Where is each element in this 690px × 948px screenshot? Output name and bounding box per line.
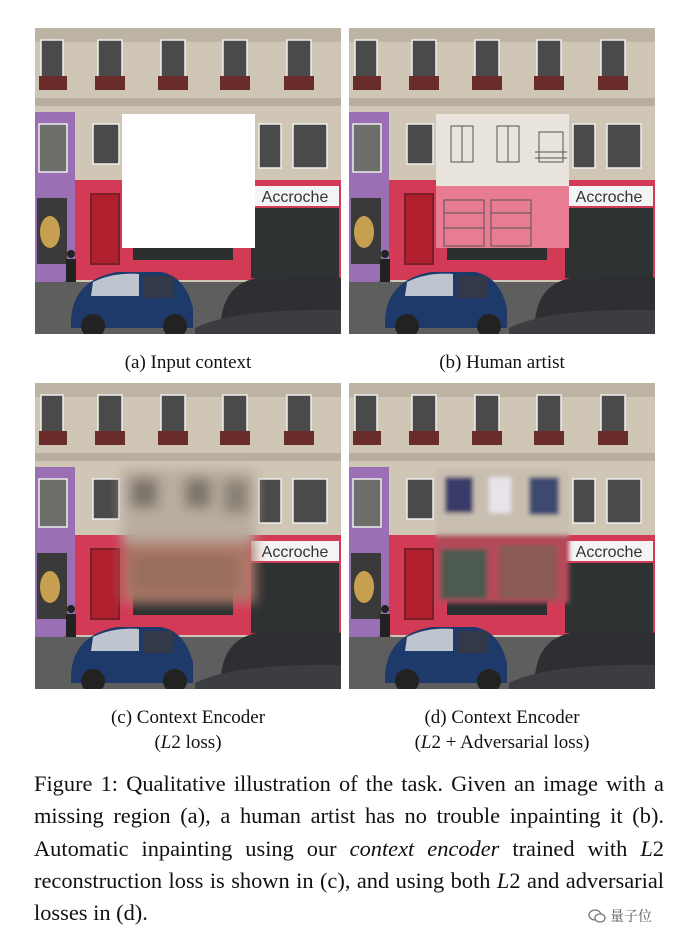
- street-photo-c: [35, 383, 341, 689]
- caption-text-2: trained with: [512, 835, 628, 861]
- watermark-text: 量子位: [610, 909, 652, 925]
- watermark: [588, 906, 652, 926]
- panel-a-input-context: [35, 28, 341, 334]
- figure-label: Figure 1:: [34, 771, 119, 796]
- panel-c-l2-loss: [35, 383, 341, 689]
- caption-a: (a) Input context: [124, 352, 252, 373]
- caption-d-line2: (L2 + Adversarial loss): [414, 732, 590, 753]
- caption-text-3: reconstruction loss is shown in (c), and using both: [34, 867, 491, 893]
- figure-caption: Figure 1: Qualitative illustration of the task. Given an image with a missing region (a), a human artist has no trouble inpainting it (b). Automatic inpainting using our context encoder trained with L2 reconstruction loss is shown in (c), and using both L2 and adversarial losses in (d).: [34, 771, 664, 926]
- caption-c-line2: (L2 loss): [154, 732, 222, 753]
- caption-text-4: and adversarial losses in (d).: [34, 867, 664, 926]
- street-photo-a: [35, 28, 341, 334]
- street-photo-b: [349, 28, 655, 334]
- panel-b-human-artist: [349, 28, 655, 334]
- caption-math-l2-b: L: [496, 867, 510, 893]
- caption-c-line1: (c) Context Encoder: [110, 707, 266, 728]
- caption-b: (b) Human artist: [439, 352, 565, 373]
- missing-region-mask: [122, 114, 255, 248]
- caption-c: [23, 705, 353, 755]
- adversarial-inpainting: [436, 469, 569, 603]
- caption-d: [337, 705, 667, 755]
- wechat-icon: [588, 909, 606, 923]
- panel-d-adversarial: [349, 383, 655, 689]
- caption-d-line1: (d) Context Encoder: [424, 707, 580, 728]
- caption-text-1: Qualitative illustration of the task. Given an image with a missing region (a), a human artist has no trouble inpainting it (b). Automatic inpainting using our: [34, 771, 664, 861]
- caption-math-l2-a: L: [640, 835, 653, 861]
- l2-blurry-inpainting: [122, 469, 255, 603]
- caption-emphasis: context encoder: [349, 835, 500, 861]
- artist-inpainted-region: [436, 114, 569, 248]
- street-photo-d: [349, 383, 655, 689]
